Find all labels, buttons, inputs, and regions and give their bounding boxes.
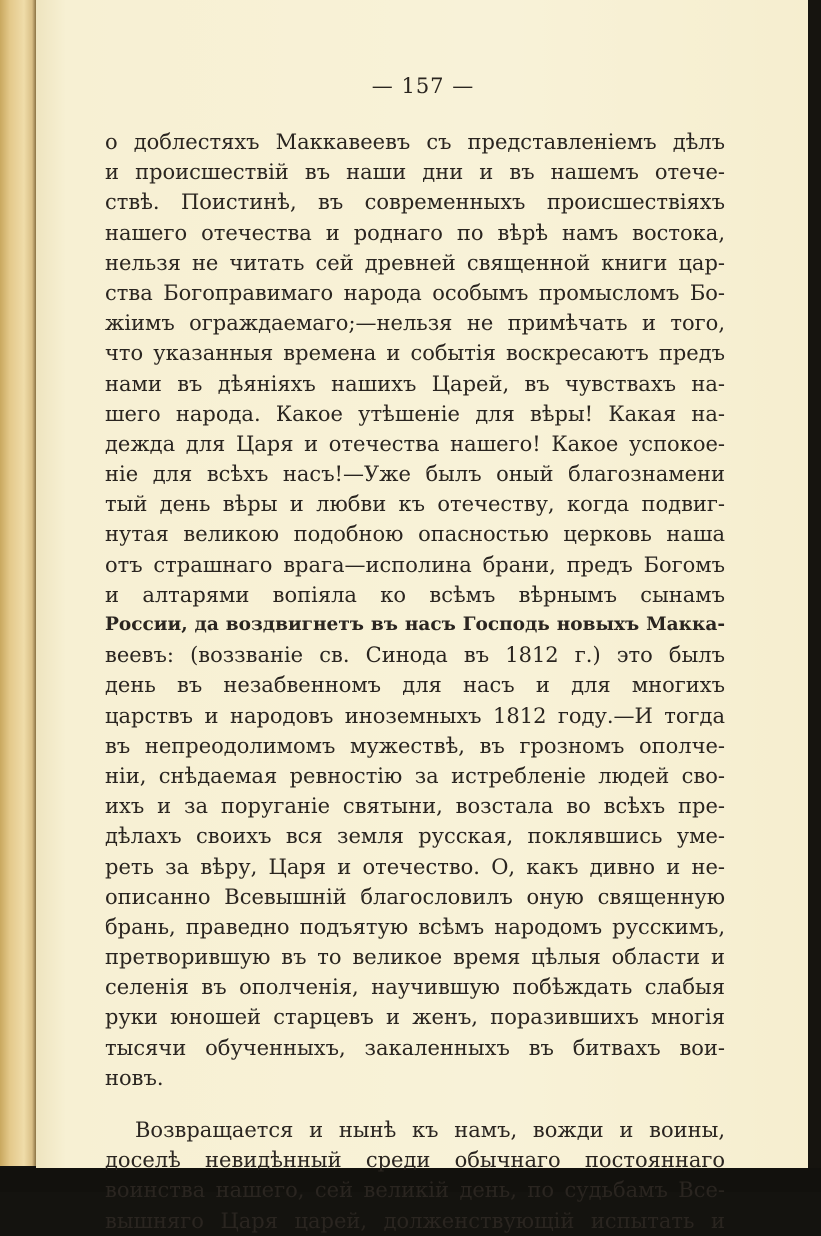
page-number: — 157 — [371,74,475,98]
text-line: ихъ и за поруганіе святыни, возстала во всѣхъ пре- [105,794,725,819]
text-line: дежда для Царя и отечества нашего! Какое успокое- [105,431,725,456]
text-line: царствъ и народовъ иноземныхъ 1812 году.—И тогда [105,703,725,728]
text-line: реть за вѣру, Царя и отечество. О, какъ дивно и не- [105,854,725,879]
text-line: описанно Всевышній благословилъ оную священную [105,884,725,909]
text-line: тысячи обученныхъ, закаленныхъ въ битвахъ вои- [105,1035,725,1060]
paragraph-1 [105,127,725,1093]
text-line: селенія въ ополченія, научившую побѣждать слабыя [105,975,725,1000]
facing-page-edge [0,0,36,1166]
paragraph-gap [105,1093,725,1115]
text-line: нашего отечества и роднаго по вѣрѣ намъ востока, [105,220,725,245]
body-text [105,127,725,1236]
text-line: доселѣ невидѣнный среди обычнаго постояннаго [105,1148,725,1173]
text-line: и алтарями вопіяла ко всѣмъ вѣрнымъ сынамъ [105,582,725,607]
paragraph-2 [105,1115,725,1236]
text-line: шего народа. Какое утѣшеніе для вѣры! Какая на- [105,401,725,426]
text-line-emphasis: России, да воздвигнетъ въ насъ Господь новыхъ Макка- [105,614,725,635]
text-line: брань, праведно подъятую всѣмъ народомъ русскимъ, [105,914,725,939]
text-line: нельзя не читать сей древней священной книги цар- [105,250,725,275]
text-line: отъ страшнаго врага—исполина брани, предъ Богомъ [105,552,725,577]
text-line: воинства нашего, сей великій день, по судьбамъ Все- [105,1178,725,1203]
text-line: нутая великою подобною опасностью церковь наша [105,522,725,547]
text-line: нами въ дѣяніяхъ нашихъ Царей, въ чувствахъ на- [105,371,725,396]
text-line: день въ незабвенномъ для насъ и для многихъ [105,673,725,698]
text-line: жіимъ ограждаемаго;—нельзя не примѣчать и того, [105,311,725,336]
text-line: претворившую въ то великое время цѣлыя области и [105,945,725,970]
text-line: веевъ: (воззваніе св. Синода въ 1812 г.) это былъ [105,643,725,668]
text-line: новъ. [105,1065,164,1090]
text-line: руки юношей старцевъ и женъ, поразившихъ многія [105,1005,725,1030]
text-line: ства Богоправимаго народа особымъ промысломъ Бо- [105,280,725,305]
text-line: и происшествій въ наши дни и въ нашемъ отече- [105,160,725,185]
text-line: что указанныя времена и событія воскресаютъ предъ [105,341,725,366]
text-line: вышняго Царя царей, долженствующій испытать и [105,1208,725,1233]
text-line: о доблестяхъ Маккавеевъ съ представленіемъ дѣлъ [105,130,725,154]
text-line: въ непреодолимомъ мужествѣ, въ грозномъ ополче- [105,733,725,758]
text-line: Возвращается и нынѣ къ намъ, вожди и воины, [135,1118,725,1142]
text-line: ніе для всѣхъ насъ!—Уже былъ оный благознамени [105,462,725,487]
text-line: ствѣ. Поистинѣ, въ современныхъ происшествіяхъ [105,190,725,215]
right-border-shadow [808,0,821,1192]
text-line: тый день вѣры и любви къ отечеству, когда подвиг- [105,492,725,517]
text-line: ніи, снѣдаемая ревностію за истребленіе людей сво- [105,763,725,788]
text-line: дѣлахъ своихъ вся земля русская, поклявшись уме- [105,824,725,849]
